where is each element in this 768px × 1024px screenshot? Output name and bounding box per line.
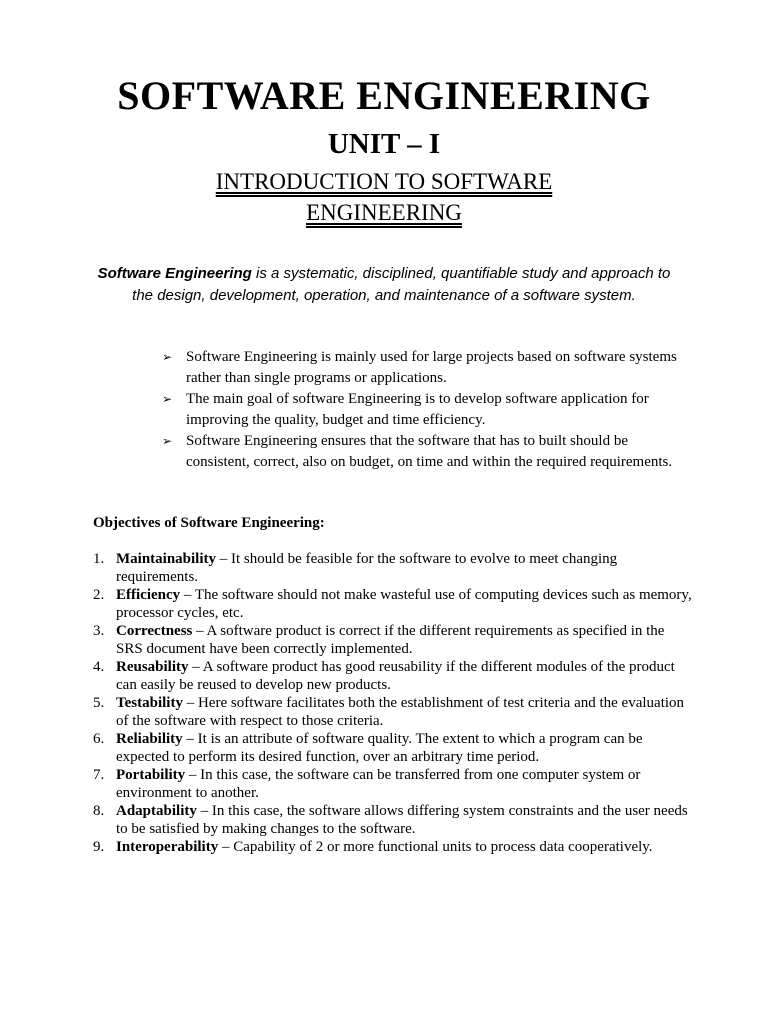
bullet-item [160,389,680,431]
objective-number: 2. [93,587,105,603]
objective-number: 3. [93,623,105,639]
objective-text: – In this case, the software allows differing system constraints and the user needs to be satisfied by making changes to the software. [116,803,688,837]
subtitle-line-2: ENGINEERING [306,200,462,225]
arrow-bullet-icon: ➢ [162,392,173,406]
bullet-list [160,347,680,473]
objective-number: 9. [93,839,105,855]
arrow-bullet-icon: ➢ [162,434,173,448]
objectives-list [93,550,693,856]
objective-number: 4. [93,659,105,675]
objective-number: 5. [93,695,105,711]
objective-term: Adaptability [116,803,197,819]
objective-text: – A software product is correct if the different requirements as specified in the SRS document have been correctly implemented. [116,623,665,657]
objectives-heading: Objectives of Software Engineering: [93,515,325,531]
objective-term: Reusability [116,659,189,675]
bullet-text: The main goal of software Engineering is to develop software application for improving the quality, budget and time efficiency. [186,391,649,428]
objective-number: 7. [93,767,105,783]
objective-text: – Here software facilitates both the establishment of test criteria and the evaluation of the software with respect to those criteria. [116,695,685,729]
objective-text: – A software product has good reusability if the different modules of the product can easily be reused to develop new products. [116,659,675,693]
definition-term: Software Engineering [97,265,252,282]
bullet-text: Software Engineering ensures that the software that has to built should be consistent, correct, also on budget, on time and within the required requirements. [186,433,673,470]
objective-text: – It should be feasible for the software to evolve to meet changing requirements. [116,551,618,585]
objective-number: 8. [93,803,105,819]
unit-heading: UNIT – I [327,128,441,160]
bullet-text: Software Engineering is mainly used for large projects based on software systems rather than single programs or applications. [186,349,677,386]
objective-text: – Capability of 2 or more functional units to process data cooperatively. [218,839,653,855]
objective-item [93,766,693,802]
objective-item [93,658,693,694]
objective-text: – The software should not make wasteful use of computing devices such as memory, processor cycles, etc. [116,587,692,621]
objective-number: 1. [93,551,105,567]
objective-item [93,838,693,856]
subtitle-line-1: INTRODUCTION TO SOFTWARE [215,169,553,194]
objective-item [93,586,693,622]
objective-term: Correctness [116,623,193,639]
definition-text: is a systematic, disciplined, quantifiable study and approach to the design, development, operation, and maintenance of a software system. [132,265,671,304]
objective-item [93,622,693,658]
arrow-bullet-icon: ➢ [162,350,173,364]
page-title: SOFTWARE ENGINEERING [117,73,651,118]
section-subtitle [0,166,768,228]
objective-item [93,550,693,586]
objective-term: Reliability [116,731,183,747]
objective-text: – It is an attribute of software quality. The extent to which a program can be expected to perform its desired function, over an arbitrary time period. [116,731,643,765]
bullet-item [160,431,680,473]
objective-number: 6. [93,731,105,747]
objective-item [93,802,693,838]
objective-term: Testability [116,695,183,711]
objective-term: Portability [116,767,186,783]
objective-term: Interoperability [116,839,219,855]
bullet-item [160,347,680,389]
objective-term: Efficiency [116,587,181,603]
objective-item [93,694,693,730]
objective-term: Maintainability [116,551,217,567]
objective-text: – In this case, the software can be transferred from one computer system or environment to another. [116,767,641,801]
definition-paragraph [96,263,672,307]
objective-item [93,730,693,766]
